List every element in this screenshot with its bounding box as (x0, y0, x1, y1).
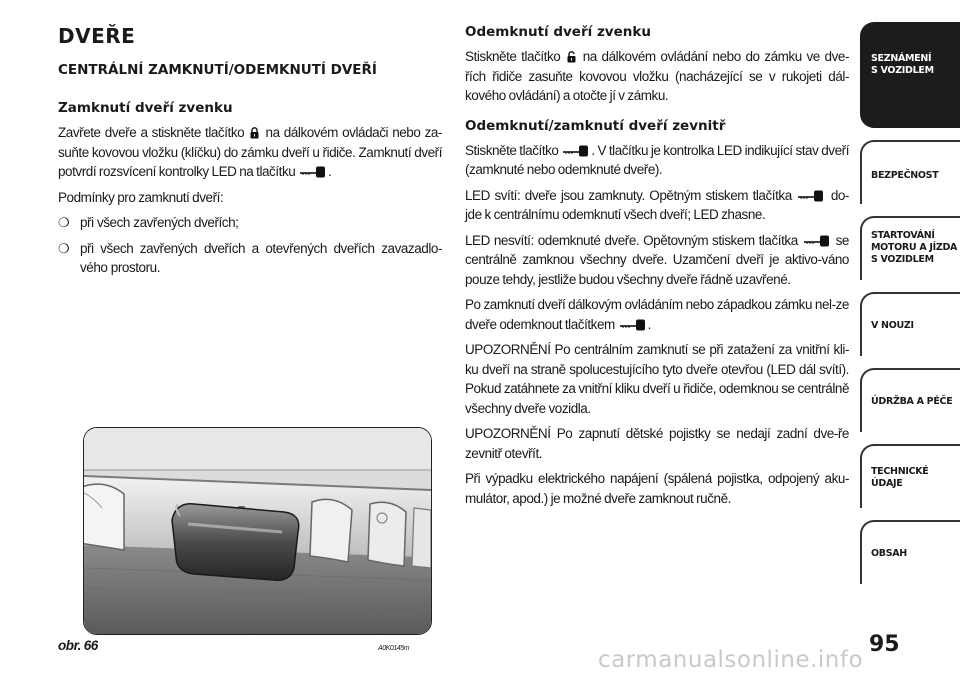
tab-seznameni[interactable]: SEZNÁMENÍ S VOZIDLEM (860, 22, 960, 128)
paragraph-lock-outside (58, 123, 442, 182)
page-number: 95 (869, 632, 900, 657)
watermark: carmanualsonline.info (598, 647, 864, 673)
text-segment: do-jde k centrálnímu odemknutí všech dveří; LED zhasne. (465, 187, 849, 222)
list-item (58, 213, 442, 233)
door-handle-illustration (84, 428, 431, 634)
text-segment: . (328, 164, 332, 179)
text-segment: na dálkovém ovládání nebo do zámku ve dve-řích řidiče zasuňte kovovou vložku (nacházející se v rukojeti dál-kového ovládání) a otočte jí v zámku. (465, 49, 849, 103)
chapter-sidebar (860, 22, 960, 596)
text-segment: . (647, 316, 651, 332)
text-segment: LED svítí: dveře jsou zamknuty. Opětným stiskem tlačítka (465, 187, 792, 203)
subheading-lock-outside: Zamknutí dveří zvenku (58, 100, 233, 116)
tab-udrzba[interactable]: ÚDRŽBA A PÉČE (860, 368, 960, 432)
paragraph-inside-2 (465, 186, 849, 225)
tab-v-nouzi[interactable]: V NOUZI (860, 292, 960, 356)
key-icon (798, 190, 824, 202)
conditions-list (58, 213, 442, 278)
page-title: DVEŘE (58, 24, 136, 48)
list-item-text: při všech zavřených dveřích a otevřených dveřích zavazadlo-vého prostoru. (80, 240, 442, 275)
tab-bezpecnost[interactable]: BEZPEČNOST (860, 140, 960, 204)
right-column (465, 24, 849, 514)
paragraph-warning-2: UPOZORNĚNÍ Po zapnutí dětské pojistky se nedají zadní dve-ře zevnitř otevřít. (465, 426, 849, 461)
list-item (58, 239, 442, 278)
lock-icon (250, 127, 259, 139)
subheading-unlock-outside: Odemknutí dveří zvenku (465, 24, 651, 40)
tab-technicke-udaje[interactable]: TECHNICKÉ ÚDAJE (860, 444, 960, 508)
bullet-symbol: ❍ (58, 240, 70, 256)
subheading-inside: Odemknutí/zamknutí dveří zevnitř (465, 117, 726, 134)
paragraph-power-failure: Při výpadku elektrického napájení (spálená pojistka, odpojený aku-mulátor, apod.) je možné dveře zamknout ručně. (465, 471, 849, 506)
text-segment: . V tlačítku je kontrolka LED indikující stav dveří (zamknuté nebo odemknuté dveře). (465, 142, 849, 177)
text-segment: Stiskněte tlačítko (465, 142, 559, 158)
text-segment: na dálkovém ovládači nebo za-suňte kovovou vložku (klíčku) do zámku dveří u řidiče. Zamknutí dveří potvrdí rozsvícení kontrolky LED na tlačítku (58, 125, 442, 179)
list-item-text: při všech zavřených dveřích; (80, 215, 239, 230)
text-segment: Stiskněte tlačítko (465, 49, 561, 64)
tab-startovani[interactable]: STARTOVÁNÍ MOTORU A JÍZDA S VOZIDLEM (860, 216, 960, 280)
text-segment: Zavřete dveře a stiskněte tlačítko (58, 125, 245, 140)
text-segment: LED nesvítí: odemknuté dveře. Opětovným stiskem tlačítka (465, 232, 798, 248)
tab-obsah[interactable]: OBSAH (860, 520, 960, 584)
figure-door-handle (83, 427, 432, 635)
paragraph-inside-4 (465, 295, 849, 334)
key-icon (804, 235, 830, 247)
key-icon (620, 319, 646, 331)
bullet-symbol: ❍ (58, 215, 70, 230)
paragraph-unlock-outside (465, 47, 849, 106)
left-column (58, 100, 442, 284)
text-segment: Po zamknutí dveří dálkovým ovládáním nebo západkou zámku nel-ze dveře odemknout tlačítkem (465, 297, 849, 332)
text-segment: se centrálně zamknou všechny dveře. Uzamčení dveří je aktivo-váno pouze tehdy, jestliže budou všechny dveře řádně uzavřené. (465, 232, 849, 287)
paragraph-lock-conditions: Podmínky pro zamknutí dveří: (58, 189, 224, 205)
paragraph-warning-1: UPOZORNĚNÍ Po centrálním zamknutí se při zatažení za vnitřní kli-ku dveří na straně spolucestujícího tyto dveře otevřou (LED dál svítí). Pokud zatáhnete za vnitřní kliku dveří u řidiče, odemknou se centrálně všechny dveře vozidla. (465, 342, 849, 416)
key-icon (300, 166, 326, 178)
unlock-icon (567, 51, 576, 63)
key-icon (563, 145, 589, 157)
figure-label: obr. 66 (58, 638, 98, 653)
section-heading: CENTRÁLNÍ ZAMKNUTÍ/ODEMKNUTÍ DVEŘÍ (58, 62, 377, 78)
figure-code: A0K0145m (378, 645, 410, 652)
paragraph-inside-3 (465, 231, 849, 290)
paragraph-inside-1 (465, 141, 849, 180)
